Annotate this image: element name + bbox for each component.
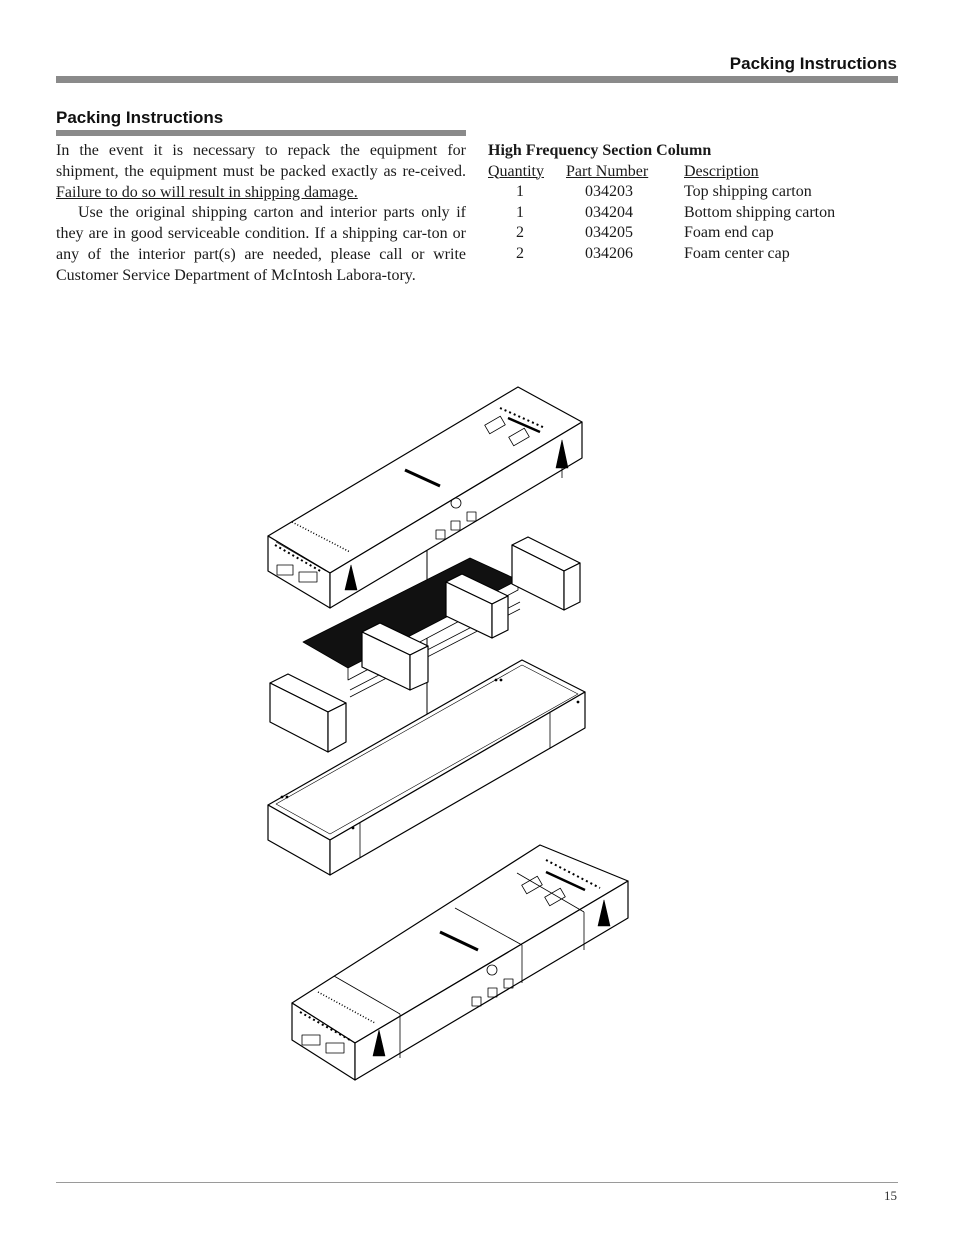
part-quantity: 1 — [516, 203, 524, 221]
shipping-damage-warning: Failure to do so will result in shipping damage. — [56, 183, 358, 201]
part-description: Foam end cap — [684, 224, 774, 242]
assembled-shipping-carton — [292, 845, 628, 1080]
paragraph-1-text: In the event it is necessary to repack the equipment for shipment, the equipment must be packed exactly as re-ceived. — [56, 142, 466, 180]
paragraph-1 — [56, 141, 466, 203]
quantity-header: Quantity — [488, 162, 544, 180]
parts-list-header-row — [488, 162, 759, 183]
section-rule — [56, 130, 466, 136]
page-number: 15 — [884, 1188, 897, 1203]
part-number-header: Part Number — [566, 162, 649, 180]
description-header: Description — [684, 162, 759, 180]
footer-rule — [56, 1182, 898, 1183]
part-description: Top shipping carton — [684, 183, 812, 201]
part-quantity: 2 — [516, 224, 524, 242]
section-title: Packing Instructions — [56, 108, 224, 127]
part-description: Foam center cap — [684, 244, 790, 262]
part-number: 034206 — [585, 244, 633, 262]
part-number: 034205 — [585, 224, 633, 242]
part-quantity: 2 — [516, 244, 524, 262]
parts-row — [488, 223, 774, 244]
header-rule — [56, 76, 898, 83]
parts-list — [488, 141, 836, 265]
parts-row — [488, 203, 836, 224]
header-title: Packing Instructions — [729, 54, 897, 73]
parts-list-title: High Frequency Section Column — [488, 142, 712, 159]
part-description: Bottom shipping carton — [684, 203, 836, 221]
part-number: 034204 — [585, 203, 633, 221]
paragraph-2: Use the original shipping carton and interior parts only if they are in good serviceable condition. If a shipping car-ton or any of the interior part(s) are needed, please call or write Customer Service Department of McIntosh Labora-tory. — [56, 204, 466, 284]
packing-diagram — [265, 385, 635, 1085]
instructions-text — [56, 141, 466, 287]
part-quantity: 1 — [516, 183, 524, 201]
parts-row — [488, 244, 790, 265]
parts-row — [488, 182, 812, 203]
part-number: 034203 — [585, 183, 633, 201]
